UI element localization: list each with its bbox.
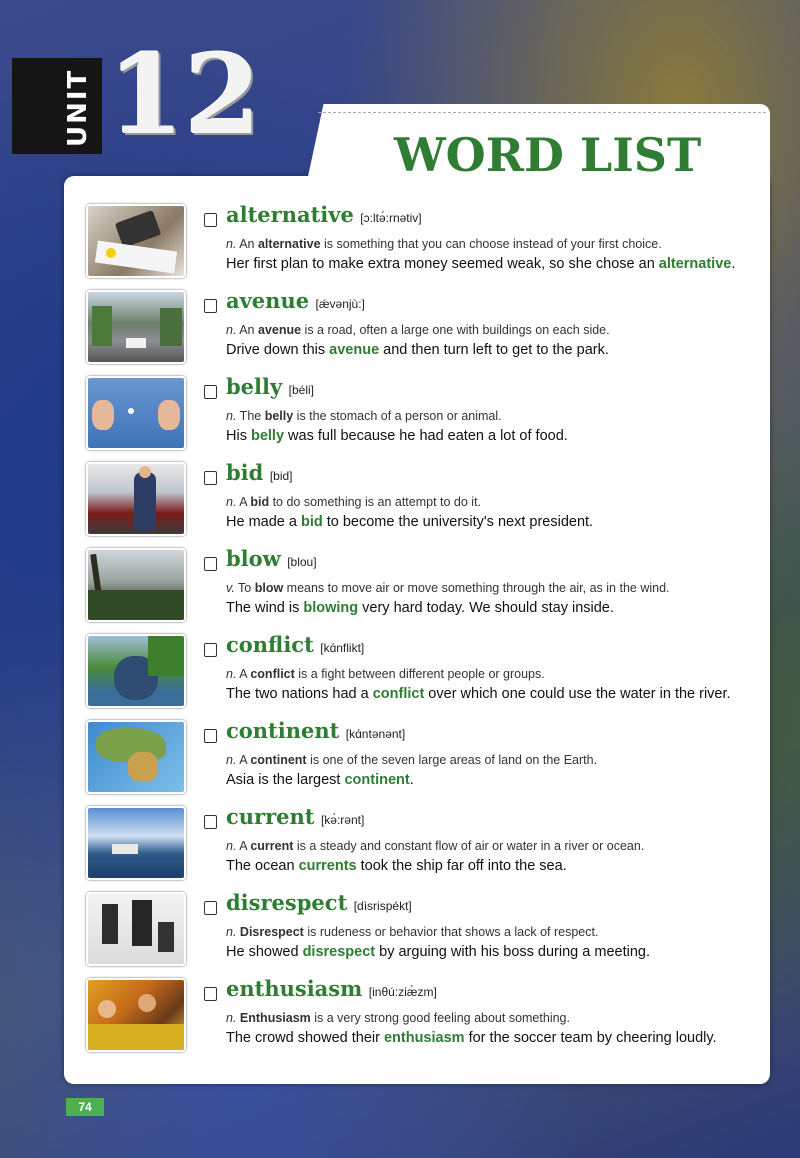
definition: n. An alternative is something that you can choose instead of your first choice. (226, 237, 662, 251)
page-title: WORD LIST (394, 128, 702, 182)
definition: n. A conflict is a fight between different people or groups. (226, 667, 545, 681)
definition: n. The belly is the stomach of a person or animal. (226, 409, 502, 423)
pronunciation: [dìsrispékt] (353, 899, 412, 913)
definition: n. An avenue is a road, often a large one with buildings on each side. (226, 323, 610, 337)
word-entry (86, 720, 766, 792)
example-sentence: The wind is blowing very hard today. We should stay inside. (226, 600, 614, 616)
definition: v. To blow means to move air or move something through the air, as in the wind. (226, 581, 670, 595)
dashed-divider (318, 112, 766, 113)
pronunciation: [kɑ́nflikt] (320, 641, 365, 655)
word-entry (86, 462, 766, 534)
page-number: 74 (66, 1098, 104, 1116)
definition: n. A bid to do something is an attempt to do it. (226, 495, 482, 509)
thumbnail-image (86, 978, 186, 1052)
thumbnail-image (86, 892, 186, 966)
checkbox[interactable] (204, 385, 217, 399)
example-sentence: The two nations had a conflict over which one could use the water in the river. (226, 686, 731, 702)
headword: disrespect (226, 890, 348, 915)
pronunciation: [béli] (288, 383, 315, 397)
example-sentence: He made a bid to become the university's next president. (226, 514, 594, 530)
word-entry (86, 634, 766, 706)
checkbox[interactable] (204, 557, 217, 571)
checkbox[interactable] (204, 987, 217, 1001)
pronunciation: [kə́:rənt] (320, 813, 365, 827)
definition: n. A current is a steady and constant flow of air or water in a river or ocean. (226, 839, 645, 853)
word-entry (86, 892, 766, 964)
thumbnail-image (86, 634, 186, 708)
checkbox[interactable] (204, 901, 217, 915)
checkbox[interactable] (204, 729, 217, 743)
pronunciation: [inθú:ziæ̀zm] (368, 985, 437, 999)
checkbox[interactable] (204, 299, 217, 313)
checkbox[interactable] (204, 643, 217, 657)
pronunciation: [bid] (269, 469, 293, 483)
unit-number: 12 (108, 30, 262, 159)
word-entry (86, 376, 766, 448)
headword: blow (226, 546, 281, 571)
checkbox[interactable] (204, 471, 217, 485)
pronunciation: [ǽvənjù:] (315, 297, 365, 311)
example-sentence: Her first plan to make extra money seemed weak, so she chose an alternative. (226, 256, 736, 272)
thumbnail-image (86, 548, 186, 622)
unit-label: UNIT (63, 68, 93, 148)
thumbnail-image (86, 462, 186, 536)
word-entry (86, 290, 766, 362)
example-sentence: The ocean currents took the ship far off into the sea. (226, 858, 567, 874)
headword: current (226, 804, 315, 829)
headword: continent (226, 718, 340, 743)
checkbox[interactable] (204, 815, 217, 829)
definition: n. A continent is one of the seven large areas of land on the Earth. (226, 753, 598, 767)
pronunciation: [ɔ:ltə́:rnətiv] (360, 211, 422, 225)
definition: n. Disrespect is rudeness or behavior that shows a lack of respect. (226, 925, 599, 939)
headword: avenue (226, 288, 310, 313)
word-entry (86, 806, 766, 878)
example-sentence: He showed disrespect by arguing with his boss during a meeting. (226, 944, 650, 960)
word-entry (86, 978, 766, 1050)
thumbnail-image (86, 204, 186, 278)
thumbnail-image (86, 720, 186, 794)
headword: belly (226, 374, 283, 399)
thumbnail-image (86, 806, 186, 880)
example-sentence: Asia is the largest continent. (226, 772, 414, 788)
word-entry (86, 548, 766, 620)
word-entry (86, 204, 766, 276)
headword: bid (226, 460, 264, 485)
definition: n. Enthusiasm is a very strong good feeling about something. (226, 1011, 570, 1025)
pronunciation: [blou] (287, 555, 317, 569)
headword: alternative (226, 202, 354, 227)
checkbox[interactable] (204, 213, 217, 227)
thumbnail-image (86, 290, 186, 364)
headword: conflict (226, 632, 314, 657)
example-sentence: The crowd showed their enthusiasm for the soccer team by cheering loudly. (226, 1030, 717, 1046)
pronunciation: [kɑ́ntənənt] (345, 727, 406, 741)
headword: enthusiasm (226, 976, 363, 1001)
thumbnail-image (86, 376, 186, 450)
example-sentence: His belly was full because he had eaten a lot of food. (226, 428, 568, 444)
example-sentence: Drive down this avenue and then turn left to get to the park. (226, 342, 609, 358)
